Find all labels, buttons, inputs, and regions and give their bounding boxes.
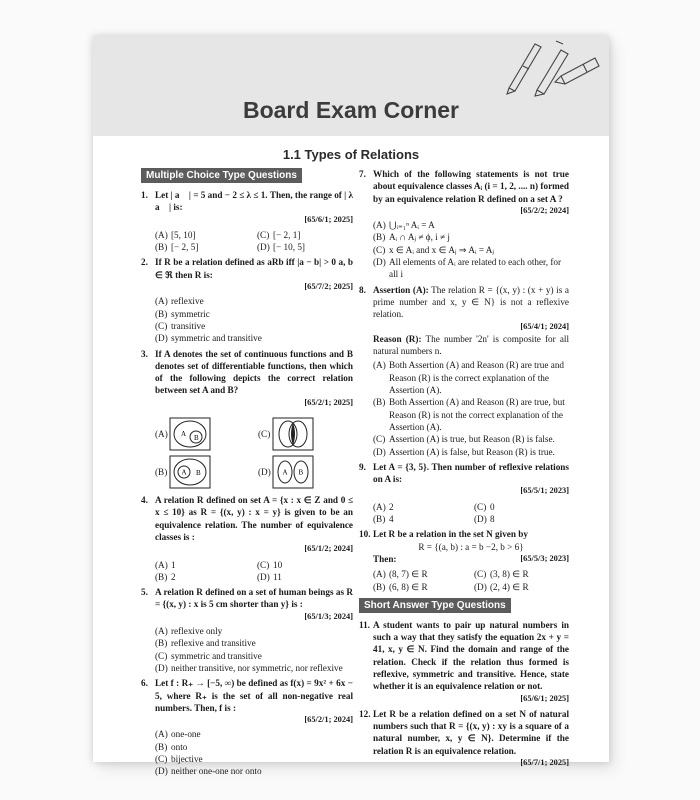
question-2 — [141, 256, 353, 344]
option-a: (A) 2 — [373, 501, 394, 512]
option-d: (D) (2, 4) ∈ R — [474, 581, 529, 592]
option-d: (D) neither one-one nor onto — [155, 766, 262, 777]
option-c: (C) [− 2, 1] — [257, 229, 301, 240]
question-number: 6. — [141, 678, 148, 689]
option-d: (D) symmetric and transitive — [155, 333, 262, 344]
option-a: (A) one-one — [155, 729, 201, 740]
reason-text: The number '2n' is composite for all natural numbers n. — [373, 333, 569, 357]
option-b: (B) symmetric — [155, 308, 210, 319]
question-12 — [359, 708, 569, 769]
category-mcq: Multiple Choice Type Questions — [141, 168, 302, 183]
set-label-b: B — [194, 434, 199, 443]
question-reference: [65/2/1; 2024] — [304, 715, 353, 725]
section-title: 1.1 Types of Relations — [282, 147, 420, 162]
svg-text:A: A — [181, 468, 187, 477]
venn-diagram-disjoint — [272, 455, 314, 489]
question-7 — [359, 168, 569, 281]
question-reference: [65/7/1; 2025] — [520, 758, 569, 768]
question-reference: [65/6/1; 2025] — [520, 693, 569, 703]
option-b: (B) A B — [155, 453, 250, 491]
page-heading: Board Exam Corner — [242, 97, 459, 123]
question-text: Let R be a relation in the set N given by — [373, 529, 528, 540]
option-c: (C) bijective — [155, 753, 203, 764]
question-reference: [65/2/2; 2024] — [520, 205, 569, 215]
option-d: (D) 11 — [257, 571, 282, 582]
option-a: (A) ⋃ᵢ₌₁ⁿ Aᵢ = A — [373, 220, 435, 231]
question-reference: [65/2/1; 2025] — [304, 397, 353, 407]
question-9 — [359, 461, 569, 525]
option-d: (D) All elements of Aᵢ are related to each other, for all i — [373, 257, 562, 280]
option-c: (C) 0 — [474, 501, 495, 512]
question-text: A relation R defined on a set of human beings as R = {(x, y) : x is 5 cm shorter than y} is : — [155, 587, 353, 610]
question-number: 3. — [141, 348, 148, 359]
question-reference: [65/5/1; 2023] — [520, 486, 569, 496]
book-page — [93, 36, 609, 777]
question-text: Let f : R₊ → [−5, ∞) be defined as f(x) = 9x² + 6x − 5, where R₊ is the set of all non-negative real numbers. Then, f is : — [155, 678, 353, 713]
option-d: (D) Assertion (A) is false, but Reason (R) is true. — [373, 446, 555, 457]
assertion-text: The relation R = {(x, y) : (x + y) is a prime number and x, y ∈ N} is not a reflexive relation. — [373, 284, 569, 320]
question-text: If R be a relation defined as aRb iff |a − b| > 0 a, b ∈ ℜ then R is: — [155, 257, 353, 280]
option-c: (C) — [258, 415, 353, 453]
option-a: (A) [5, 10] — [155, 229, 196, 240]
option-b: (B) 2 — [155, 571, 176, 582]
option-a: (A) reflexive only — [155, 626, 223, 637]
option-d: (D) A B — [258, 453, 353, 491]
option-d: (D) neither transitive, nor symmetric, nor reflexive — [155, 662, 343, 673]
question-11 — [359, 619, 569, 705]
option-b: (B) reflexive and transitive — [155, 638, 256, 649]
question-number: 12. — [359, 708, 371, 719]
question-4 — [141, 494, 353, 583]
question-number: 11. — [359, 619, 370, 630]
question-number: 10. — [359, 529, 371, 540]
question-number: 4. — [141, 495, 148, 506]
option-b: (B) (6, 8) ∈ R — [373, 581, 428, 592]
assertion-label: Assertion (A): — [373, 284, 429, 295]
question-reference: [65/4/1; 2024] — [520, 321, 569, 331]
reason-label: Reason (R): — [373, 333, 422, 344]
svg-text:B: B — [298, 468, 304, 477]
question-8 — [359, 284, 569, 458]
option-c: (C) Assertion (A) is true, but Reason (R) is false. — [373, 434, 555, 445]
question-reference: [65/1/3; 2024] — [304, 611, 353, 621]
question-reference: [65/7/2; 2025] — [304, 282, 353, 292]
question-number: 7. — [359, 169, 366, 179]
option-c: (C) (3, 8) ∈ R — [474, 569, 529, 580]
option-d: (D) [− 10, 5] — [257, 242, 305, 253]
question-10 — [359, 528, 569, 592]
question-number: 2. — [141, 257, 148, 268]
option-a: (A) A B — [155, 415, 250, 453]
question-text: Let | a⃗ | = 5 and − 2 ≤ λ ≤ 1. Then, the range of | λ a⃗ | is: — [155, 190, 353, 213]
option-c: (C) 10 — [257, 559, 283, 570]
question-reference: [65/5/3; 2023] — [520, 553, 569, 563]
question-number: 9. — [359, 461, 366, 472]
option-b: (B) Aᵢ ∩ Aⱼ ≠ ϕ, i ≠ j — [373, 232, 450, 243]
question-number: 5. — [141, 587, 148, 598]
option-b: (B) onto — [155, 741, 188, 752]
right-column — [359, 168, 569, 772]
question-number: 1. — [141, 190, 148, 200]
left-column — [141, 168, 353, 781]
option-a: (A) reflexive — [155, 296, 204, 307]
option-a: (A) 1 — [155, 559, 176, 570]
svg-text:A: A — [282, 468, 288, 477]
option-c: (C) x ∈ Aᵢ and x ∈ Aⱼ ⇒ Aᵢ = Aⱼ — [373, 244, 495, 255]
question-text: Let A = {3, 5}. Then number of reflexive relations on A is: — [373, 461, 569, 485]
question-text: Which of the following statements is not true about equivalence classes Aᵢ (i = 1, 2, .... n) formed by an equivalence relation R defined on a set A ? — [373, 169, 569, 204]
option-b: (B) 4 — [373, 514, 394, 525]
venn-diagram-b-contains-a — [169, 455, 211, 489]
question-5 — [141, 586, 353, 674]
pens-sketch-icon — [501, 36, 601, 96]
venn-diagram-a-contains-b — [169, 417, 211, 451]
question-text: If A denotes the set of continuous functions and B denotes set of differentiable functions, then which of the following depicts the correct relation between set A and B? — [155, 348, 353, 396]
option-a: (A) (8, 7) ∈ R — [373, 569, 428, 580]
question-reference: [65/1/2; 2024] — [304, 544, 353, 554]
venn-diagram-overlap — [272, 417, 314, 451]
option-c: (C) symmetric and transitive — [155, 650, 262, 661]
question-3 — [141, 348, 353, 491]
option-b: (B) [− 2, 5] — [155, 242, 199, 253]
option-b: (B) Both Assertion (A) and Reason (R) are true, but Reason (R) is not the correct explanation of the Assertion (A). — [373, 397, 565, 432]
then-label: Then: — [373, 553, 397, 564]
category-short-answer: Short Answer Type Questions — [359, 598, 511, 613]
option-c: (C) transitive — [155, 320, 206, 331]
question-reference: [65/6/1; 2025] — [304, 214, 353, 224]
relation-formula: R = {(a, b) : a = b −2, b > 6} — [418, 541, 524, 552]
option-a: (A) Both Assertion (A) and Reason (R) are true and Reason (R) is the correct explanation of the Assertion (A). — [373, 360, 565, 396]
svg-text:B: B — [196, 469, 201, 478]
set-label-a: A — [181, 430, 187, 439]
question-number: 8. — [359, 284, 366, 295]
question-6 — [141, 677, 353, 777]
option-d: (D) 8 — [474, 514, 495, 525]
question-text: A student wants to pair up natural numbers in such a way that they satisfy the equation 2x + y = 41, x, y ∈ N. Find the domain and range of the relation. Check if the relation thus formed is reflexive, symmetric and transitive. Hence, state whether it is an equivalence relation or not. — [373, 619, 569, 692]
question-text: Let R be a relation defined on a set N of natural numbers such that R = {(x, y) : xy is a square of a natural number, x, y ∈ N}. Determine if the relation R is an equivalence relation. — [373, 708, 569, 756]
question-text: A relation R defined on set A = {x : x ∈ Z and 0 ≤ x ≤ 10} as R = {(x, y) : x = y} is given to be an equivalence relation. The number of equivalence classes is : — [155, 495, 353, 542]
question-1 — [141, 189, 353, 253]
